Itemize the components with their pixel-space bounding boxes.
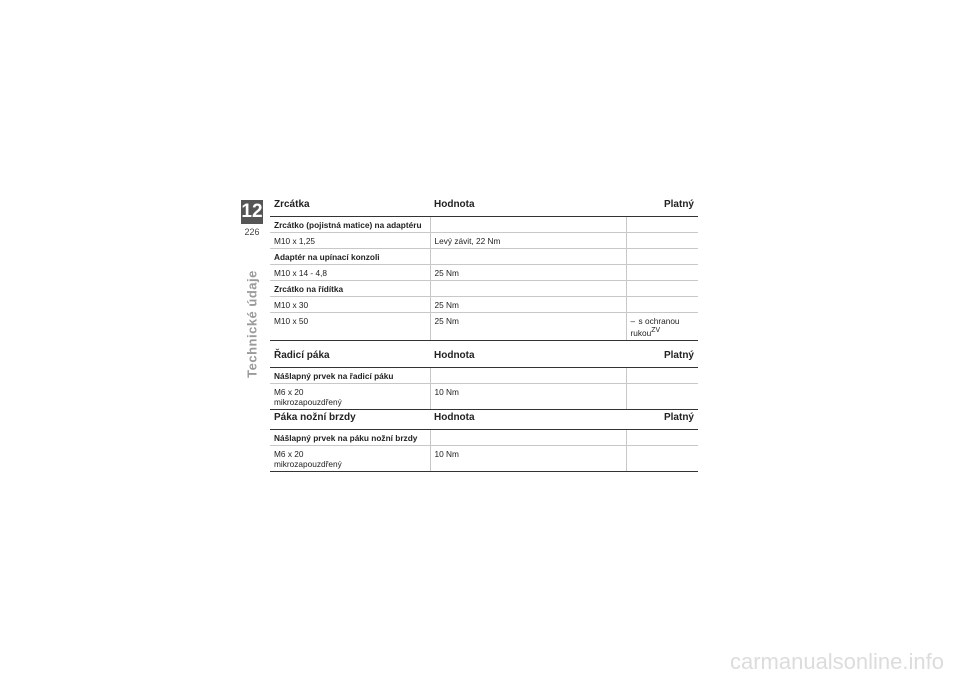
header-mirrors: Zrcátka	[270, 192, 430, 217]
table-row	[270, 297, 698, 313]
row-label-line1: M6 x 20	[274, 449, 304, 459]
table-row	[270, 446, 698, 472]
header-value: Hodnota	[430, 343, 626, 368]
table-row	[270, 249, 698, 265]
header-valid: Platný	[626, 192, 698, 217]
row-value	[430, 217, 626, 233]
row-label-line2: mikrozapouzdřený	[274, 397, 342, 407]
header-shift-lever: Řadicí páka	[270, 343, 430, 368]
page-number: 226	[244, 227, 260, 237]
table-row	[270, 281, 698, 297]
header-valid: Platný	[626, 343, 698, 368]
row-valid	[626, 233, 698, 249]
row-value: 25 Nm	[430, 265, 626, 281]
chapter-side-label: Technické údaje	[244, 270, 260, 378]
table-row	[270, 368, 698, 384]
row-label: M10 x 14 - 4,8	[270, 265, 430, 281]
row-valid	[626, 217, 698, 233]
row-valid	[626, 368, 698, 384]
table-row	[270, 430, 698, 446]
mirrors-table	[270, 192, 698, 341]
row-valid	[626, 446, 698, 472]
row-label: M10 x 50	[270, 313, 430, 341]
table-row	[270, 313, 698, 341]
row-valid	[626, 249, 698, 265]
row-label: Zrcátko na řídítka	[270, 281, 430, 297]
row-label: M10 x 1,25	[270, 233, 430, 249]
row-valid	[626, 281, 698, 297]
row-valid	[626, 265, 698, 281]
valid-superscript: ZV	[651, 327, 661, 334]
row-valid	[626, 297, 698, 313]
row-label: Nášlapný prvek na páku nožní brzdy	[270, 430, 430, 446]
row-label: Nášlapný prvek na řadicí páku	[270, 368, 430, 384]
row-label: Zrcátko (pojistná matice) na adaptéru	[270, 217, 430, 233]
table-row	[270, 233, 698, 249]
valid-text: s ochranou rukou	[630, 316, 680, 338]
footer-watermark: carmanualsonline.info	[729, 649, 944, 674]
row-value: 10 Nm	[430, 384, 626, 410]
header-valid: Platný	[626, 405, 698, 430]
header-brake-pedal: Páka nožní brzdy	[270, 405, 430, 430]
row-value	[430, 430, 626, 446]
row-label-line2: mikrozapouzdřený	[274, 459, 342, 469]
row-label: M10 x 30	[270, 297, 430, 313]
row-value	[430, 368, 626, 384]
table-row	[270, 217, 698, 233]
row-value: 25 Nm	[430, 313, 626, 341]
dash-bullet: –	[630, 316, 636, 326]
header-value: Hodnota	[430, 192, 626, 217]
row-value: Levý závit, 22 Nm	[430, 233, 626, 249]
row-value: 10 Nm	[430, 446, 626, 472]
row-value: 25 Nm	[430, 297, 626, 313]
row-value	[430, 281, 626, 297]
shift-lever-table	[270, 343, 698, 410]
row-label: Adaptér na upínací konzoli	[270, 249, 430, 265]
brake-pedal-table	[270, 405, 698, 472]
chapter-number: 12	[241, 201, 263, 222]
row-value	[430, 249, 626, 265]
row-label	[270, 446, 430, 472]
header-value: Hodnota	[430, 405, 626, 430]
row-valid	[626, 430, 698, 446]
row-label-line1: M6 x 20	[274, 387, 304, 397]
row-valid	[626, 313, 698, 341]
table-row	[270, 265, 698, 281]
